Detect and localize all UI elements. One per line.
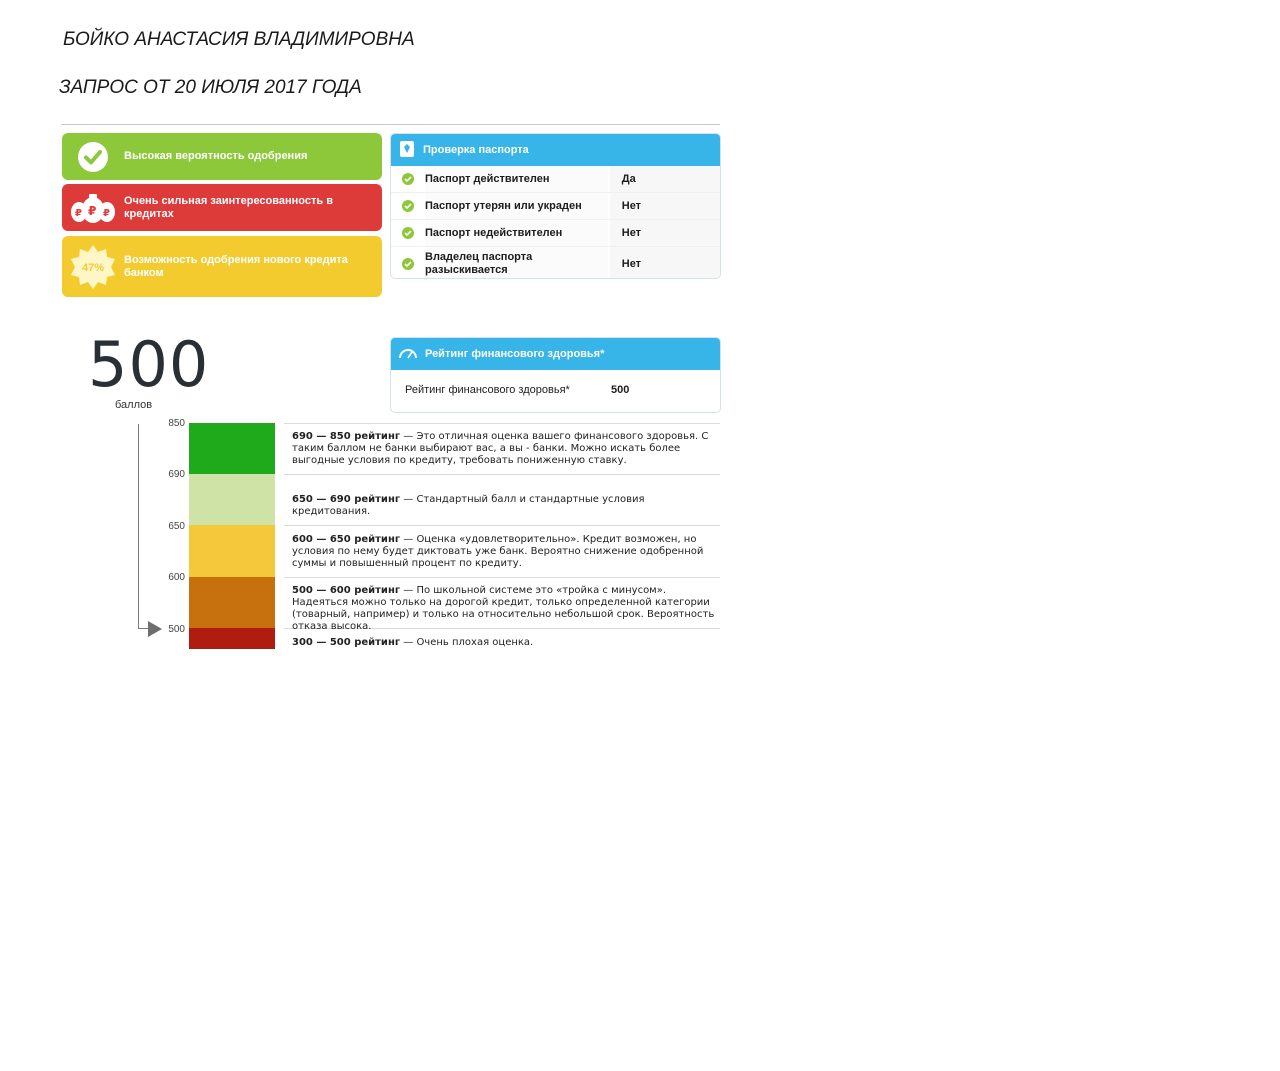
row-value: Нет bbox=[608, 247, 720, 279]
percent-badge-text: 47% bbox=[81, 261, 105, 274]
row-label: Паспорт действителен bbox=[425, 166, 608, 192]
passport-row bbox=[391, 166, 720, 193]
check-circle-icon bbox=[391, 173, 425, 185]
card-text: Очень сильная заинтересованность в кредитах bbox=[124, 194, 333, 220]
panel-title: Рейтинг финансового здоровья* bbox=[425, 348, 605, 360]
emblem-icon bbox=[399, 140, 415, 161]
money-bags-icon bbox=[62, 191, 124, 225]
score-unit: баллов bbox=[115, 399, 153, 411]
passport-row bbox=[391, 193, 720, 220]
band-600-650 bbox=[189, 525, 275, 577]
band-690-850 bbox=[189, 423, 275, 474]
tick-label: 850 bbox=[168, 418, 185, 429]
band-text: Стандартный балл и стандартные условия кредитования. bbox=[292, 494, 645, 517]
rating-value: 500 bbox=[611, 384, 630, 396]
band-text: Очень плохая оценка. bbox=[416, 637, 534, 648]
band-range: 600 — 650 рейтинг bbox=[292, 534, 401, 545]
row-divider bbox=[284, 474, 720, 475]
band-range: 500 — 600 рейтинг bbox=[292, 585, 401, 596]
panel-header bbox=[391, 338, 720, 370]
band-range: 300 — 500 рейтинг bbox=[292, 637, 401, 648]
credit-interest-card bbox=[62, 184, 382, 231]
row-divider bbox=[284, 525, 720, 526]
band-range: 690 — 850 рейтинг bbox=[292, 431, 401, 442]
band-description: 690 — 850 рейтинг — Это отличная оценка вашего финансового здоровья. С таким баллом не банки выбирают вас, а вы - банки. Можно искать более выгодные условия по кредиту, требовать пониженную ставку. bbox=[292, 431, 709, 466]
row-label: Владелец паспорта разыскивается bbox=[425, 247, 608, 279]
band-text: По школьной системе это «тройка с минусом». Надеяться можно только на дорогой кредит, только определенной категории (товарный, например) и только на относительно небольшой срок. Вероятность отказа высока. bbox=[292, 585, 715, 632]
client-name: БОЙКО АНАСТАСИЯ ВЛАДИМИРОВНА bbox=[63, 29, 415, 50]
panel-title: Проверка паспорта bbox=[423, 144, 529, 156]
check-circle-icon bbox=[391, 258, 425, 270]
svg-text:₽: ₽ bbox=[75, 207, 82, 219]
band-500-600 bbox=[189, 577, 275, 628]
gauge-icon bbox=[399, 347, 417, 362]
band-range: 650 — 690 рейтинг bbox=[292, 494, 401, 505]
band-text: Это отличная оценка вашего финансового здоровья. С таким баллом не банки выбирают вас, а вы - банки. Можно искать более выгодные условия по кредиту, требовать пониженную ставку. bbox=[292, 431, 709, 466]
tick-label: 650 bbox=[168, 521, 185, 532]
band-650-690 bbox=[189, 474, 275, 525]
passport-row bbox=[391, 247, 720, 279]
scale-axis bbox=[138, 424, 139, 629]
row-label: Паспорт утерян или украден bbox=[425, 193, 608, 219]
row-label: Паспорт недействителен bbox=[425, 220, 608, 246]
score-value: 500 bbox=[88, 328, 210, 401]
check-circle-icon bbox=[391, 227, 425, 239]
band-description: 500 — 600 рейтинг — По школьной системе это «тройка с минусом». Надеяться можно только на дорогой кредит, только определенной категории (товарный, например) и только на относительно небольшой срок. Вероятность отказа высока. bbox=[292, 585, 715, 632]
new-credit-card bbox=[62, 236, 382, 297]
passport-check-panel bbox=[390, 133, 721, 279]
tick-label: 500 bbox=[168, 624, 185, 635]
band-description: 300 — 500 рейтинг — Очень плохая оценка. bbox=[292, 637, 534, 648]
tick-label: 600 bbox=[168, 572, 185, 583]
row-divider bbox=[284, 577, 720, 578]
panel-header bbox=[391, 134, 720, 166]
band-description: 650 — 690 рейтинг — Стандартный балл и стандартные условия кредитования. bbox=[292, 494, 645, 517]
rating-label: Рейтинг финансового здоровья* bbox=[405, 384, 570, 396]
percent-badge-icon bbox=[62, 244, 124, 290]
card-text: Возможность одобрения нового кредита банком bbox=[124, 253, 348, 279]
band-300-500 bbox=[189, 628, 275, 649]
row-value: Нет bbox=[608, 193, 720, 219]
row-divider bbox=[284, 423, 720, 424]
row-value: Нет bbox=[608, 220, 720, 246]
request-date: ЗАПРОС ОТ 20 ИЮЛЯ 2017 ГОДА bbox=[59, 77, 362, 98]
svg-text:₽: ₽ bbox=[103, 207, 110, 219]
financial-rating-panel bbox=[390, 337, 721, 413]
band-text: Оценка «удовлетворительно». Кредит возможен, но условия по нему будет диктовать уже банк. Вероятно снижение одобренной суммы и повышенный процент по кредиту. bbox=[292, 534, 704, 569]
rating-row bbox=[391, 370, 720, 410]
card-text: Высокая вероятность одобрения bbox=[124, 150, 308, 162]
band-description: 600 — 650 рейтинг — Оценка «удовлетворительно». Кредит возможен, но условия по нему будет диктовать уже банк. Вероятно снижение одобренной суммы и повышенный процент по кредиту. bbox=[292, 534, 704, 569]
divider bbox=[61, 124, 720, 125]
svg-text:₽: ₽ bbox=[88, 203, 97, 218]
checkmark-icon bbox=[62, 141, 124, 173]
tick-label: 690 bbox=[168, 469, 185, 480]
row-value: Да bbox=[608, 166, 720, 192]
approval-probability-card bbox=[62, 133, 382, 180]
passport-row bbox=[391, 220, 720, 247]
check-circle-icon bbox=[391, 200, 425, 212]
